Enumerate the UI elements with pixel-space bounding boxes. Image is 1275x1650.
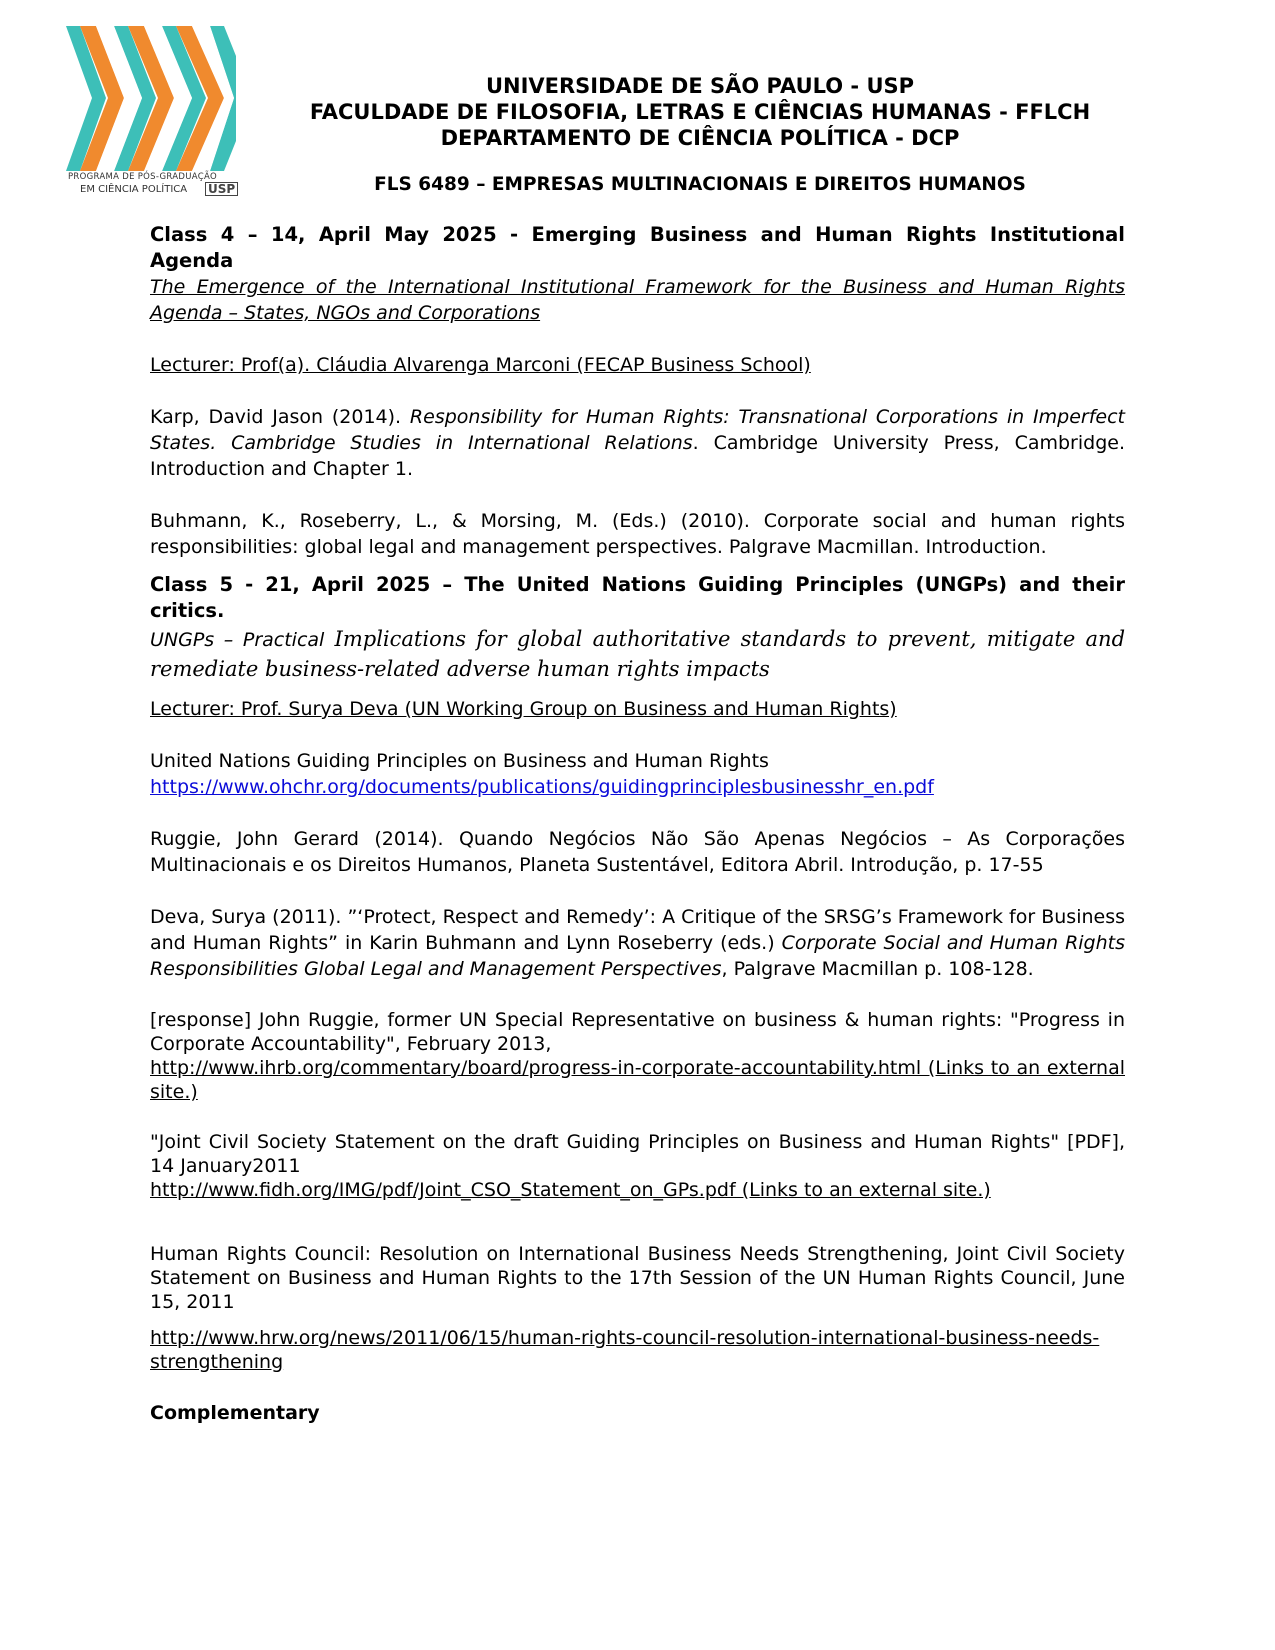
class5-subtitle [150,624,1125,684]
class4-reference-karp [150,404,1125,482]
header-faculty: FACULDADE DE FILOSOFIA, LETRAS E CIÊNCIAS HUMANAS - FFLCH [309,100,1091,124]
class5-lecturer: Lecturer: Prof. Surya Deva (UN Working Group on Business and Human Rights) [150,698,897,720]
ref-text: Karp, David Jason (2014). [150,406,410,428]
class4-reference-buhmann: Buhmann, K., Roseberry, L., & Morsing, M. (Eds.) (2010). Corporate social and human rights responsibilities: global legal and management perspectives. Palgrave Macmillan. Introduction. [150,510,1125,558]
logo-usp-mark: USP [205,182,238,196]
class5-reference-ungp: United Nations Guiding Principles on Business and Human Rights [150,750,769,772]
subtitle-sans: UNGPs – Practical [150,629,325,651]
hrw-link[interactable]: http://www.hrw.org/news/2011/06/15/human-rights-council-resolution-international-business-needs-strengthening [150,1327,1100,1373]
ref-title: Corporate Social and Human Rights Responsibilities Global Legal and Management Perspectives [150,932,1126,980]
header-department: DEPARTAMENTO DE CIÊNCIA POLÍTICA - DCP [440,126,960,150]
class5-reference-fidh-link-row [150,1178,1125,1202]
logo-chevron-graphic [66,26,236,171]
class5-reference-hrw-link-row [150,1326,1125,1374]
ihrb-link[interactable]: http://www.ihrb.org/commentary/board/progress-in-corporate-accountability.html (Links to an external site.) [150,1057,1125,1103]
class5-reference-ruggie: Ruggie, John Gerard (2014). Quando Negócios Não São Apenas Negócios – As Corporações Multinacionais e os Direitos Humanos, Planeta Sustentável, Editora Abril. Introdução, p. 17-55 [150,828,1125,876]
class5-reference-ihrb-link-row [150,1056,1125,1104]
class5-reference-deva [150,904,1125,982]
header-university: UNIVERSIDADE DE SÃO PAULO - USP [485,74,915,98]
class5-reference-cso-statement: "Joint Civil Society Statement on the draft Guiding Principles on Business and Human Rights" [PDF], 14 January2011 [150,1131,1125,1177]
complementary-heading: Complementary [150,1402,320,1424]
class5-reference-hrc: Human Rights Council: Resolution on International Business Needs Strengthening, Joint Civil Society Statement on Business and Human Rights to the 17th Session of the UN Human Rights Council, June 15, 2011 [150,1243,1125,1313]
logo-caption-program: PROGRAMA DE PÓS-GRADUAÇÃO [68,172,217,182]
fidh-link[interactable]: http://www.fidh.org/IMG/pdf/Joint_CSO_Statement_on_GPs.pdf (Links to an external site.) [150,1179,991,1201]
class5-reference-ruggie-response: [response] John Ruggie, former UN Special Representative on business & human rights: "Progress in Corporate Accountability", February 2013, [150,1009,1125,1055]
subtitle-serif: Implications for global authoritative standards to prevent, mitigate and remediate business-related adverse human rights impacts [150,627,1126,681]
syllabus-content [150,222,1125,1426]
class5-title: Class 5 - 21, April 2025 – The United Nations Guiding Principles (UNGPs) and their critics. [150,573,1125,622]
ref-text: . Cambridge University Press, Cambridge. Introduction and Chapter 1. [150,432,1125,480]
class4-title: Class 4 – 14, April May 2025 - Emerging Business and Human Rights Institutional Agenda [150,223,1125,272]
ref-title: Responsibility for Human Rights: Transnational Corporations in Imperfect States. Cambridge Studies in International Relations [150,406,1125,454]
class5-reference-ungp-link-row [150,774,1125,800]
ungp-link[interactable]: https://www.ohchr.org/documents/publications/guidingprinciplesbusinesshr_en.pdf [150,776,934,798]
header-course: FLS 6489 – EMPRESAS MULTINACIONAIS E DIREITOS HUMANOS [374,174,1026,195]
class4-subtitle: The Emergence of the International Institutional Framework for the Business and Human Rights Agenda – States, NGOs and Corporations [150,276,1125,324]
ref-text: Deva, Surya (2011). ”‘Protect, Respect and Remedy’: A Critique of the SRSG’s Framework for Business and Human Rights” in Karin Buhmann and Lynn Roseberry (eds.) [150,906,1125,954]
logo-caption-field: EM CIÊNCIA POLÍTICA [80,184,188,195]
ref-text: , Palgrave Macmillan p. 108-128. [721,958,1034,980]
class4-lecturer: Lecturer: Prof(a). Cláudia Alvarenga Marconi (FECAP Business School) [150,354,811,376]
